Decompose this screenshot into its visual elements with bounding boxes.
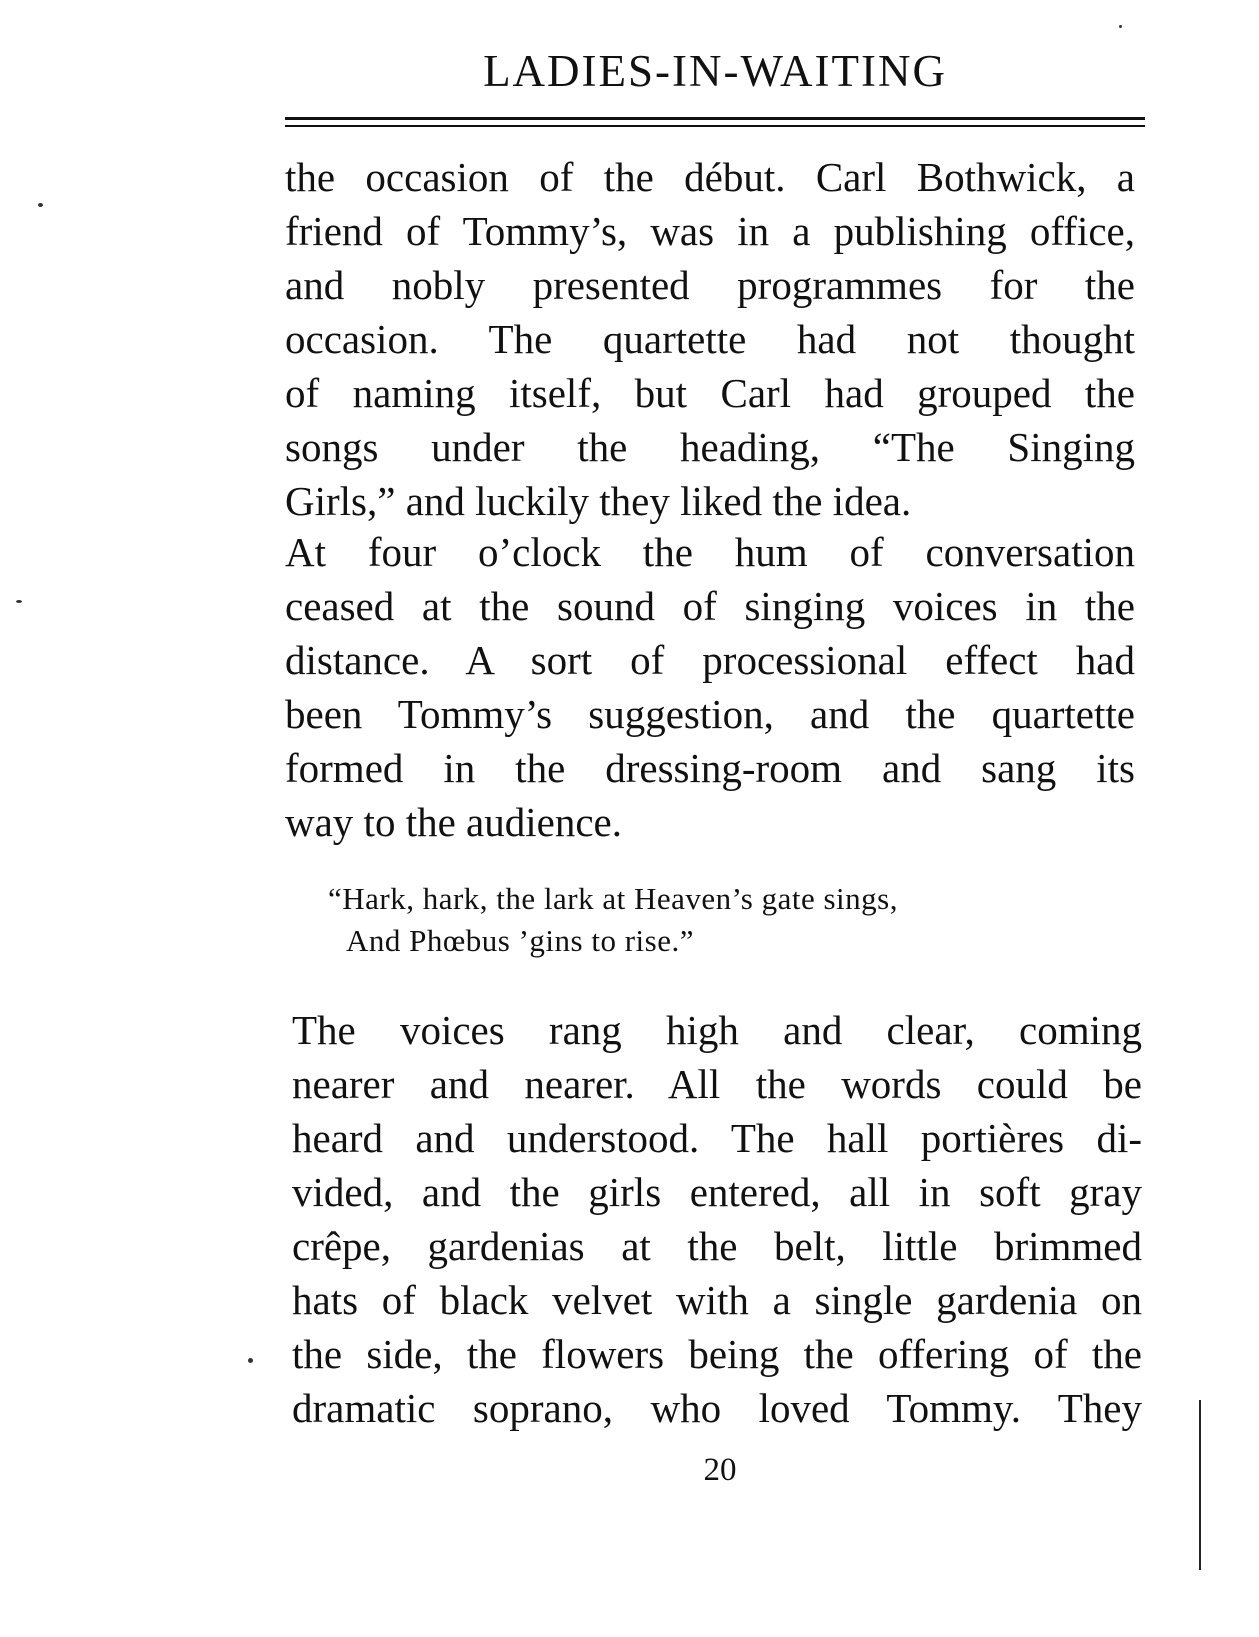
scan-edge-line (1199, 1400, 1201, 1570)
text-line: The voices rang high and clear, coming (292, 1007, 1142, 1053)
text-line: At four o’clock the hum of conversation (285, 529, 1135, 575)
text-line: crêpe, gardenias at the belt, little brimmed (292, 1223, 1142, 1269)
running-head: LADIES-IN-WAITING (483, 46, 947, 96)
text-line: the side, the flowers being the offering of the (292, 1331, 1142, 1377)
verse-line: And Phœbus ’gins to rise.” (346, 923, 694, 958)
verse-quote (328, 878, 1108, 962)
scan-speck (1119, 25, 1122, 28)
text-line: formed in the dressing-room and sang its (285, 745, 1135, 791)
text-line: and nobly presented programmes for the (285, 262, 1135, 308)
text-line: nearer and nearer. All the words could be (292, 1061, 1142, 1107)
paragraph-3 (292, 1003, 1142, 1435)
text-line: Girls,” and luckily they liked the idea. (285, 478, 912, 524)
text-line: vided, and the girls entered, all in soft gray (292, 1169, 1142, 1215)
paragraph-2 (285, 525, 1135, 849)
text-line: hats of black velvet with a single gardenia on (292, 1277, 1142, 1323)
paragraph-1 (285, 150, 1135, 528)
page-number: 20 (703, 1452, 737, 1488)
text-line: been Tommy’s suggestion, and the quartette (285, 691, 1135, 737)
header-rule-thick (285, 117, 1145, 120)
text-line: ceased at the sound of singing voices in the (285, 583, 1135, 629)
text-line: friend of Tommy’s, was in a publishing office, (285, 208, 1135, 254)
header-rule-thin (285, 125, 1145, 127)
text-line: distance. A sort of processional effect had (285, 637, 1135, 683)
text-line: occasion. The quartette had not thought (285, 316, 1135, 362)
verse-line: “Hark, hark, the lark at Heaven’s gate sings, (328, 881, 898, 916)
text-line: dramatic soprano, who loved Tommy. They (292, 1385, 1142, 1431)
scan-speck (248, 1358, 253, 1363)
scan-speck (16, 600, 22, 603)
scan-speck (38, 203, 43, 207)
text-line: heard and understood. The hall portières di- (292, 1115, 1142, 1161)
text-line: the occasion of the début. Carl Bothwick, a (285, 154, 1135, 200)
text-line: of naming itself, but Carl had grouped the (285, 370, 1135, 416)
text-line: songs under the heading, “The Singing (285, 424, 1135, 470)
text-line: way to the audience. (285, 799, 622, 845)
